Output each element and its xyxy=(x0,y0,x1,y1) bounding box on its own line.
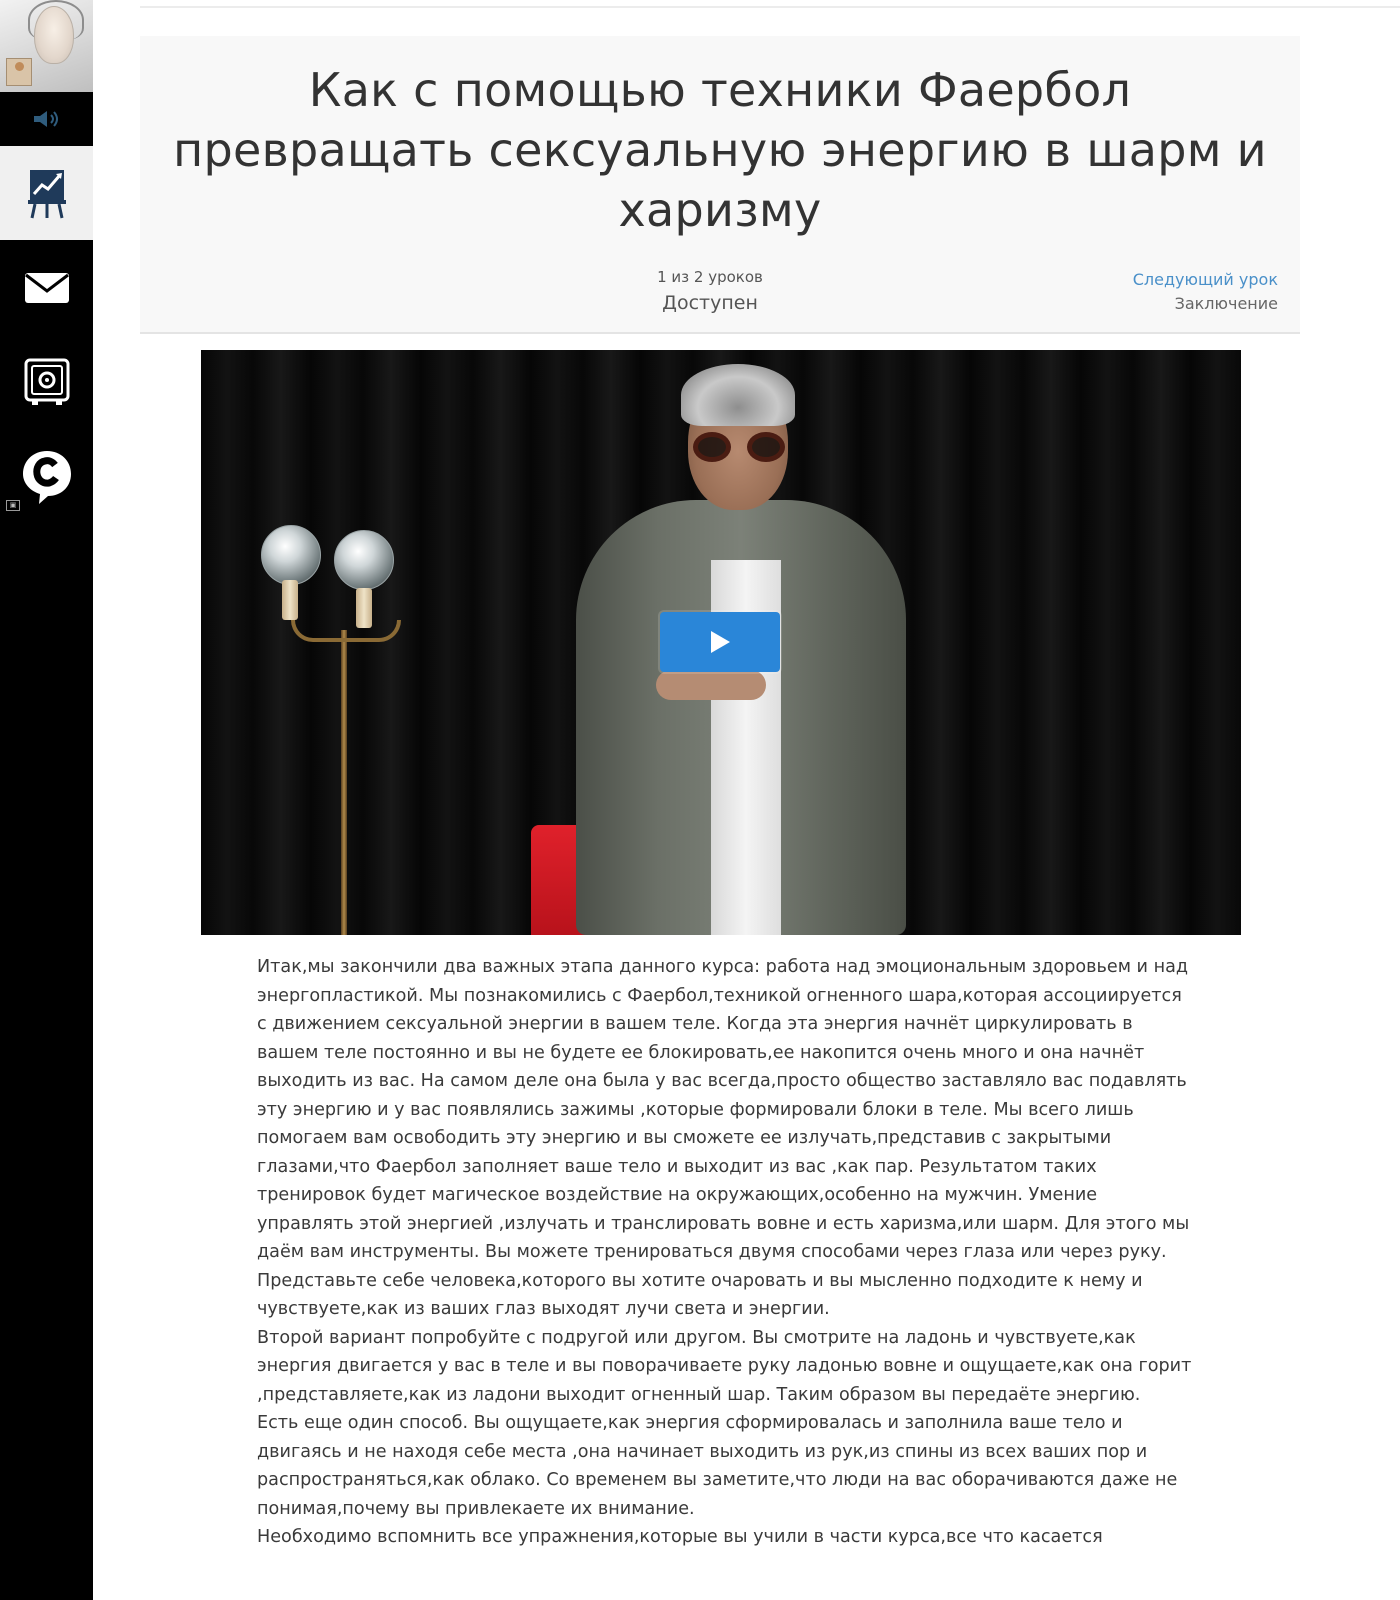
lamp-bulb xyxy=(261,525,321,585)
lesson-counter: 1 из 2 уроков xyxy=(657,268,763,286)
play-button[interactable] xyxy=(660,612,780,672)
chart-board-icon xyxy=(25,166,69,220)
article-paragraph: Необходимо вспомнить все упражнения,которые вы учили в части курса,все что касается xyxy=(257,1527,1103,1547)
next-lesson-name: Заключение xyxy=(1174,294,1278,313)
lamp-pole xyxy=(341,630,347,935)
article-paragraph: Итак,мы закончили два важных этапа данного курса: работа над эмоциональным здоровьем и над энергопластикой. Мы познакомились с Фаербол,техникой огненного шара,которая ассоциируется с движением сексуальной энергии в вашем теле. Когда эта энергия начнёт циркулировать в вашем теле постоянно и вы не будете ее блокировать,ее накопится очень много и она начнёт выходить из вас. На самом деле она была у вас всегда,просто общество заставляло вас подавлять эту энергию и у вас появлялись зажимы ,которые формировали блоки в теле. Мы всего лишь помогаем вам освободить эту энергию и вы сможете ее излучать,представив с закрытыми глазами,что Фаербол заполняет ваше тело и выходит из вас ,как пар. Результатом таких тренировок будет магическое воздействие на окружающих,особенно на мужчин. Умение управлять этой энергией ,излучать и транслировать вовне и есть харизма,или шарм. Для этого мы даём вам инструменты. Вы можете тренироваться двумя способами через глаза или через руку. Представьте себе человека,которого вы хотите очаровать и вы мысленно подходите к нему и чувствуете,как из ваших глаз выходят лучи света и энергии. xyxy=(257,957,1190,1319)
presenter-hair xyxy=(681,364,795,426)
sidebar-item-mail[interactable] xyxy=(0,248,93,328)
presenter-hand xyxy=(656,670,766,700)
sidebar-item-safe[interactable] xyxy=(0,342,93,422)
speaker-icon[interactable] xyxy=(0,96,93,142)
safe-icon xyxy=(23,357,71,407)
lamp-arm xyxy=(291,620,401,642)
glasses-lens xyxy=(693,432,731,462)
avatar[interactable] xyxy=(0,0,93,92)
lesson-title: Как с помощью техники Фаербол превращать сексуальную энергию в шарм и харизму xyxy=(173,63,1267,237)
lamp-socket xyxy=(356,588,372,628)
video-player[interactable] xyxy=(201,350,1241,935)
next-lesson-link[interactable]: Следующий урок xyxy=(1132,270,1278,289)
sidebar-item-stats[interactable] xyxy=(0,146,93,240)
chat-logo-icon xyxy=(21,449,73,505)
lesson-header xyxy=(140,36,1300,334)
avatar-thumbnail xyxy=(6,58,32,86)
play-icon xyxy=(709,630,731,654)
mail-icon xyxy=(24,272,70,304)
top-divider xyxy=(140,6,1400,8)
presenter-glasses xyxy=(693,432,785,462)
glasses-lens xyxy=(747,432,785,462)
lamp-socket xyxy=(282,580,298,620)
lesson-article xyxy=(257,953,1192,1552)
avatar-face xyxy=(34,6,74,64)
lamp-bulb xyxy=(334,530,394,590)
article-paragraph: Второй вариант попробуйте с подругой или другом. Вы смотрите на ладонь и чувствуете,как энергия двигается у вас в теле и вы поворачиваете руку ладонью вовне и ощущаете,как она горит ,представляете,как из ладони выходит огненный шар. Таким образом вы передаёте энергию. xyxy=(257,1327,1192,1405)
small-status-icon: ▣ xyxy=(6,500,20,511)
left-sidebar xyxy=(0,0,93,1600)
lesson-status: Доступен xyxy=(662,292,758,314)
speaker-icon-svg xyxy=(30,109,64,129)
article-paragraph: Есть еще один способ. Вы ощущаете,как энергия сформировалась и заполнила ваше тело и двигаясь и не находя себе места ,она начинает выходить из рук,из спины из всех ваших пор и распространяться,как облако. Со временем вы заметите,что люди на вас оборачиваются даже не понимая,почему вы привлекаете их внимание. xyxy=(257,1413,1178,1519)
